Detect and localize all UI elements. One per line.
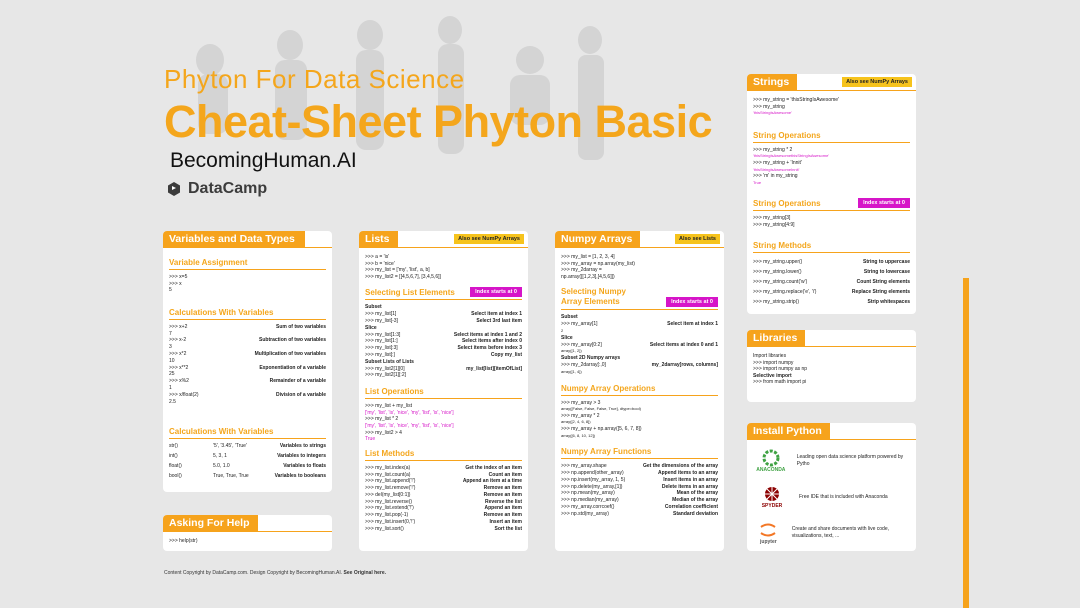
numpy-select-row-code: >>> my_array[0:2]	[561, 341, 602, 348]
list-method-row-desc: Sort the list	[494, 525, 522, 532]
numpy-functions-rows	[555, 463, 724, 517]
code-line: >>> a = 'is'	[365, 254, 390, 260]
list-methods-title: List Methods	[365, 448, 415, 458]
numpy-function-row-code: >>> np.std(my_array)	[561, 510, 609, 517]
string-method-code: >>> my_string.count('w')	[753, 278, 808, 285]
type-example: 5.0, 1.0	[213, 463, 230, 470]
list-select-row-code: >>> my_list[-3]	[365, 317, 398, 324]
calc-row	[163, 392, 332, 399]
page-title: Cheat-Sheet Phyton Basic	[164, 96, 713, 147]
calc-output-text: 10	[169, 357, 175, 364]
install-item-spyder[interactable]	[747, 482, 916, 512]
numpy-op-code: >>> my_array * 2	[561, 412, 600, 419]
calculations-title: Calculations With Variables	[169, 307, 274, 317]
anaconda-icon	[762, 449, 780, 467]
list-select-row-desc: Select 3rd last item	[476, 317, 522, 324]
calc-output-text: 7	[169, 330, 172, 337]
list-method-row-code: >>> my_list.reverse()	[365, 498, 413, 505]
string-op-code: >>> 'm' in my_string	[753, 173, 798, 180]
spyder-desc: Free IDE that is included with Anaconda	[799, 493, 888, 500]
calc-output	[163, 344, 332, 351]
numpy-op-output: array([False, False, False, True], dtype=bool)	[561, 406, 641, 412]
accent-bar	[963, 278, 969, 608]
numpy-function-row-desc: Correlation coefficient	[664, 503, 718, 510]
numpy-op-code: >>> my_array + np.array([5, 6, 7, 8])	[561, 425, 642, 432]
numpy-function-row-desc: Get the dimensions of the array	[642, 463, 718, 470]
code-line: 5	[169, 287, 172, 294]
list-select-row-desc: Select items before index 3	[457, 345, 522, 352]
list-op-output: True	[365, 436, 376, 443]
types-title: Calculations With Variables	[169, 427, 274, 437]
numpy-select-row	[555, 335, 724, 342]
list-op-code: >>> my_list + my_list	[365, 403, 412, 410]
calc-output	[163, 399, 332, 406]
footer-link[interactable]: See Original here.	[343, 570, 387, 576]
list-select-row	[359, 304, 528, 311]
strings-title: Strings	[747, 74, 797, 91]
numpy-operations-code	[555, 400, 724, 440]
jupyter-desc: Create and share documents with live code, visualizations, text, ...	[791, 526, 890, 539]
list-method-row-code: >>> my_list.remove('!')	[365, 485, 416, 492]
list-method-row-code: >>> my_list.extend('!')	[365, 505, 414, 512]
select-list-rows	[359, 304, 528, 379]
numpy-function-row-code: >>> np.append(other_array)	[561, 469, 624, 476]
calc-output-text: 1	[169, 384, 172, 391]
numpy-select-row-desc: Select items at index 0 and 1	[649, 341, 718, 348]
list-method-row-desc: Remove an item	[483, 491, 522, 498]
numpy-function-row	[555, 497, 724, 504]
list-method-row-desc: Remove an item	[483, 512, 522, 519]
string-code: >>> my_string	[753, 103, 785, 110]
string-method-code: >>> my_string.lower()	[753, 268, 802, 275]
list-select-row-code: >>> my_list2[1][:2]	[365, 372, 406, 379]
numpy-operations-title: Numpy Array Operations	[561, 383, 656, 393]
numpy-function-row-desc: Standard deviation	[672, 510, 718, 517]
variable-assignment-title: Variable Assignment	[169, 258, 248, 267]
string-method-row	[747, 257, 916, 267]
list-method-row-code: >>> my_list.append('!')	[365, 478, 416, 485]
numpy-select-row-code: Subset	[561, 314, 578, 321]
calc-code: >>> x**2	[169, 364, 189, 371]
list-select-row	[359, 352, 528, 359]
list-op-code: >>> my_list * 2	[365, 416, 399, 423]
list-select-row-desc: Select items at index 1 and 2	[453, 331, 522, 338]
string-index-code	[747, 215, 916, 228]
libraries-title: Libraries	[747, 330, 805, 347]
calc-desc: Multiplication of two variables	[254, 350, 326, 357]
list-method-row	[359, 492, 528, 499]
string-method-desc: Strip whitespaces	[867, 298, 910, 305]
numpy-function-row-code: >>> np.delete(my_array,[1])	[561, 483, 623, 490]
numpy-function-row-code: >>> my_array.shape	[561, 463, 607, 470]
lists-tag: Also see NumPy Arrays	[454, 234, 524, 244]
type-example: '5', '3.45', 'True'	[213, 443, 247, 450]
jupyter-logo: jupyter	[753, 518, 784, 548]
numpy-function-row-code: >>> np.median(my_array)	[561, 497, 619, 504]
string-op-code: >>> my_string * 2	[753, 146, 793, 153]
types-table	[163, 443, 332, 479]
code-line: >>> my_list = ['my', 'list', a, b]	[365, 267, 430, 274]
string-output: 'thisStringIsAwesome'	[753, 110, 792, 116]
lists-title: Lists	[359, 231, 398, 248]
strings-tag: Also see NumPy Arrays	[842, 77, 912, 87]
numpy-select-row-output-text: array([1, 4])	[561, 368, 582, 374]
numpy-op-output: array([2, 4, 6, 8])	[561, 419, 591, 425]
library-line: >>> from math import pi	[753, 379, 807, 386]
numpy-select-row	[555, 355, 724, 362]
numpy-function-row-desc: Delete items in an array	[661, 483, 718, 490]
list-methods-rows	[359, 465, 528, 533]
numpy-function-row	[555, 490, 724, 497]
list-method-row-desc: Insert an item	[489, 519, 522, 526]
string-method-row	[747, 287, 916, 297]
string-method-row	[747, 277, 916, 287]
code-line: >>> x	[169, 280, 182, 287]
list-select-row-code: Slice	[365, 324, 377, 331]
calc-desc: Division of a variable	[275, 391, 326, 398]
numpy-select-row-output	[555, 348, 724, 355]
brand-name: BecomingHuman.AI	[170, 149, 357, 172]
numpy-function-row	[555, 477, 724, 484]
numpy-function-row-desc: Append items to an array	[657, 469, 718, 476]
numpy-select-row-output	[555, 328, 724, 335]
list-select-row-code: >>> my_list2[1][0]	[365, 365, 405, 372]
select-numpy-rows	[555, 314, 724, 375]
list-select-row-code: >>> my_list[1]	[365, 311, 397, 318]
list-method-row-desc: Append an item	[484, 505, 522, 512]
list-method-row-desc: Append an item at a time	[462, 478, 522, 485]
numpy-function-row	[555, 504, 724, 511]
calc-row	[163, 378, 332, 385]
calc-desc: Subtraction of two variables	[259, 337, 326, 344]
calc-desc: Exponentiation of a variable	[259, 364, 326, 371]
string-op-output: True	[753, 179, 762, 185]
numpy-op-output: array([6, 8, 10, 12])	[561, 432, 596, 438]
code-line: >>> my_list2 = [[4,5,6,7], [3,4,5,6]]	[365, 273, 441, 280]
numpy-init-code	[555, 254, 724, 280]
string-method-desc: Count String elements	[856, 278, 910, 285]
list-select-row	[359, 372, 528, 379]
numpy-function-row-code: >>> np.mean(my_array)	[561, 490, 615, 497]
list-method-row	[359, 505, 528, 512]
list-method-row	[359, 472, 528, 479]
type-desc: Variables to floats	[283, 463, 326, 470]
numpy-function-row-desc: Insert items in an array	[663, 476, 718, 483]
numpy-select-row-desc: my_2darray[rows, columns]	[651, 361, 718, 368]
string-index-line: >>> my_string[3]	[753, 215, 791, 222]
string-methods-title: String Methods	[753, 240, 812, 250]
code-line: np.array([[1,2,3],[4,5,6]])	[561, 273, 615, 280]
list-select-row	[359, 318, 528, 325]
calc-code: >>> x%2	[169, 378, 189, 385]
numpy-select-row-code: >>> my_2darray[:,0]	[561, 361, 606, 368]
list-method-row-code: >>> my_list.count(a)	[365, 471, 411, 478]
numpy-op-code: >>> my_array > 3	[561, 399, 601, 406]
page-subtitle: Phyton For Data Science	[164, 64, 465, 94]
spyder-logo: SPYDER	[753, 482, 791, 512]
string-method-row	[747, 267, 916, 277]
libraries-card	[747, 330, 916, 402]
list-method-row	[359, 526, 528, 533]
list-method-row-desc: Get the index of an item	[465, 464, 522, 471]
numpy-select-row-code: Subset 2D Numpy arrays	[561, 355, 621, 362]
string-method-code: >>> my_string.replace('e', 'i')	[753, 288, 817, 295]
string-code: >>> my_string = 'thisStringIsAwesome'	[753, 97, 840, 103]
numpy-select-row-code: >>> my_array[1]	[561, 321, 598, 328]
string-methods-rows	[747, 257, 916, 307]
jupyter-icon	[759, 521, 777, 539]
library-line: Selective import	[753, 372, 792, 379]
numpy-select-row	[555, 314, 724, 321]
calc-desc: Remainder of a variable	[269, 378, 326, 385]
calc-output-text: 3	[169, 344, 172, 351]
list-select-row	[359, 359, 528, 366]
list-operations-title: List Operations	[365, 387, 424, 397]
list-select-row	[359, 325, 528, 332]
list-select-row-code: Subset	[365, 304, 382, 311]
calc-code: >>> x/float(2)	[169, 391, 199, 398]
strings-init-code	[747, 97, 916, 117]
type-func: int()	[169, 453, 178, 460]
list-method-row-code: >>> my_list.insert(0,'!')	[365, 519, 416, 526]
list-method-row	[359, 485, 528, 492]
libraries-code	[747, 353, 916, 386]
type-func: float()	[169, 463, 182, 470]
string-op-code: >>> my_string + 'Innit'	[753, 159, 802, 166]
list-method-row	[359, 478, 528, 485]
numpy-function-row-code: >>> my_array.corrcoef()	[561, 503, 615, 510]
code-line: >>> my_2darray =	[561, 267, 602, 274]
calc-desc: Sum of two variables	[275, 323, 326, 330]
list-method-row-desc: Remove an item	[483, 485, 522, 492]
variables-title: Variables and Data Types	[163, 231, 305, 248]
string-operations2-title: String Operations	[753, 198, 821, 208]
string-op-output: 'thisStringIsAwesomeInnit'	[753, 166, 800, 172]
numpy-tag: Also see Lists	[675, 234, 720, 244]
numpy-select-row-code: Slice	[561, 334, 573, 341]
code-line: >>> x=5	[169, 274, 188, 280]
calc-row	[163, 351, 332, 358]
variable-assignment-code	[163, 274, 332, 294]
list-select-row-code: >>> my_list[1:]	[365, 338, 398, 345]
numpy-card	[555, 231, 724, 551]
string-method-desc: Replace String elements	[851, 288, 910, 295]
numpy-select-row-output-text: 2	[561, 327, 564, 333]
install-item-anaconda[interactable]	[747, 446, 916, 476]
library-line: >>> import numpy	[753, 359, 794, 366]
numpy-functions-title: Numpy Array Functions	[561, 447, 652, 457]
list-method-row	[359, 465, 528, 472]
numpy-function-row	[555, 511, 724, 518]
list-select-row-code: Subset Lists of Lists	[365, 358, 414, 365]
help-title: Asking For Help	[163, 515, 258, 532]
numpy-title: Numpy Arrays	[555, 231, 640, 248]
datacamp-logo[interactable]	[166, 180, 267, 198]
string-method-code: >>> my_string.upper()	[753, 258, 803, 265]
numpy-select-row	[555, 342, 724, 349]
list-select-row-desc: Select items after index 0	[461, 338, 522, 345]
select-numpy-title: Selecting Numpy Array Elements	[561, 287, 626, 307]
list-select-row-code: >>> my_list[1:3]	[365, 331, 401, 338]
list-op-code: >>> my_list2 > 4	[365, 429, 402, 436]
numpy-select-row-output-text: array([1, 2])	[561, 348, 582, 354]
calc-output	[163, 385, 332, 392]
list-operations-code	[359, 403, 528, 443]
spyder-icon	[763, 485, 781, 503]
anaconda-logo: ANACONDA	[753, 446, 789, 476]
numpy-function-row	[555, 463, 724, 470]
numpy-index-tag: Index starts at 0	[666, 297, 718, 307]
numpy-function-row	[555, 484, 724, 491]
list-method-row-desc: Reverse the list	[485, 498, 522, 505]
type-desc: Variables to strings	[279, 443, 326, 450]
numpy-function-row-code: >>> np.insert(my_array, 1, 5)	[561, 476, 626, 483]
calc-code: >>> x-2	[169, 337, 187, 344]
calc-row	[163, 365, 332, 372]
install-item-jupyter[interactable]	[747, 518, 916, 548]
list-method-row-code: >>> my_list.pop(-1)	[365, 512, 409, 519]
numpy-function-row-desc: Mean of the array	[676, 490, 718, 497]
install-title: Install Python	[747, 423, 830, 440]
type-func: str()	[169, 443, 178, 450]
anaconda-desc: Leading open data science platform powered by Pytho	[796, 454, 904, 467]
list-method-row-code: >>> my_list.index(a)	[365, 464, 411, 471]
calc-output	[163, 371, 332, 378]
help-card	[163, 515, 332, 551]
list-select-row	[359, 338, 528, 345]
list-method-row	[359, 499, 528, 506]
type-example: 5, 3, 1	[213, 453, 227, 460]
list-op-output: ['my', 'list', 'is', 'nice', 'my', 'list', 'is', 'nice']	[365, 409, 454, 416]
list-method-row-code: >>> my_list.sort()	[365, 525, 404, 532]
string-method-desc: String to uppercase	[863, 258, 910, 265]
list-select-row-code: >>> my_list[:]	[365, 351, 395, 358]
string-index-tag: Index starts at 0	[858, 198, 910, 208]
list-select-row	[359, 311, 528, 318]
calc-code: >>> x+2	[169, 323, 188, 330]
index-tag: Index starts at 0	[470, 287, 522, 297]
string-operations-title: String Operations	[753, 130, 821, 140]
type-func: bool()	[169, 473, 182, 480]
string-method-desc: String to lowercase	[863, 268, 910, 275]
list-method-row	[359, 519, 528, 526]
numpy-function-row-desc: Median of the array	[672, 497, 718, 504]
footer-text: Content Copyright by DataCamp.com. Design Copyright by BecomingHuman.AI.	[164, 570, 343, 576]
numpy-select-row	[555, 321, 724, 328]
variables-card	[163, 231, 332, 492]
list-op-output: ['my', 'list', 'is', 'nice', 'my', 'list', 'is', 'nice']	[365, 422, 454, 429]
list-method-row	[359, 512, 528, 519]
datacamp-icon	[166, 181, 182, 197]
library-line: >>> import numpy as np	[753, 366, 808, 373]
install-card	[747, 423, 916, 551]
list-select-row-code: >>> my_list[:3]	[365, 345, 398, 352]
list-method-row-desc: Count an item	[488, 471, 522, 478]
calc-code: >>> x*2	[169, 350, 187, 357]
calc-row	[163, 324, 332, 331]
string-op-output: 'thisStringIsAwesomethisStringIsAwesome'	[753, 153, 830, 159]
string-operations-code	[747, 147, 916, 187]
string-index-line: >>> my_string[4:9]	[753, 221, 795, 228]
list-select-row	[359, 345, 528, 352]
datacamp-label: DataCamp	[188, 180, 268, 197]
list-select-row-desc: my_list[list][itemOfList]	[466, 365, 522, 372]
list-select-row-desc: Select item at index 1	[471, 311, 522, 318]
code-line: >>> my_list = [1, 2, 3, 4]	[561, 254, 615, 260]
calc-output-text: 25	[169, 371, 175, 378]
numpy-function-row	[555, 470, 724, 477]
list-select-row-desc: Copy my_list	[490, 351, 522, 358]
calc-output	[163, 358, 332, 365]
type-example: True, True, True	[213, 473, 249, 480]
list-method-row-code: >>> del(my_list[0:1])	[365, 491, 411, 498]
list-select-row	[359, 332, 528, 339]
help-code: >>> help(str)	[169, 538, 198, 544]
type-desc: Variables to integers	[277, 453, 326, 460]
calculations-list	[163, 324, 332, 406]
calc-output	[163, 331, 332, 338]
footer	[164, 570, 386, 576]
numpy-select-row-desc: Select item at index 1	[667, 321, 718, 328]
lists-init-code	[359, 254, 528, 280]
calc-output-text: 2.5	[169, 398, 176, 405]
select-list-title: Selecting List Elements	[365, 287, 455, 297]
strings-card	[747, 74, 916, 314]
string-method-row	[747, 297, 916, 307]
code-line: >>> my_array = np.array(my_list)	[561, 260, 635, 267]
numpy-select-row	[555, 362, 724, 369]
list-select-row	[359, 366, 528, 373]
lists-card	[359, 231, 528, 551]
numpy-select-row-output	[555, 369, 724, 376]
type-desc: Variables to booleans	[274, 473, 326, 480]
string-method-code: >>> my_string.strip()	[753, 298, 799, 305]
calc-row	[163, 337, 332, 344]
library-line: Import libraries	[753, 353, 787, 359]
code-line: >>> b = 'nice'	[365, 260, 395, 267]
